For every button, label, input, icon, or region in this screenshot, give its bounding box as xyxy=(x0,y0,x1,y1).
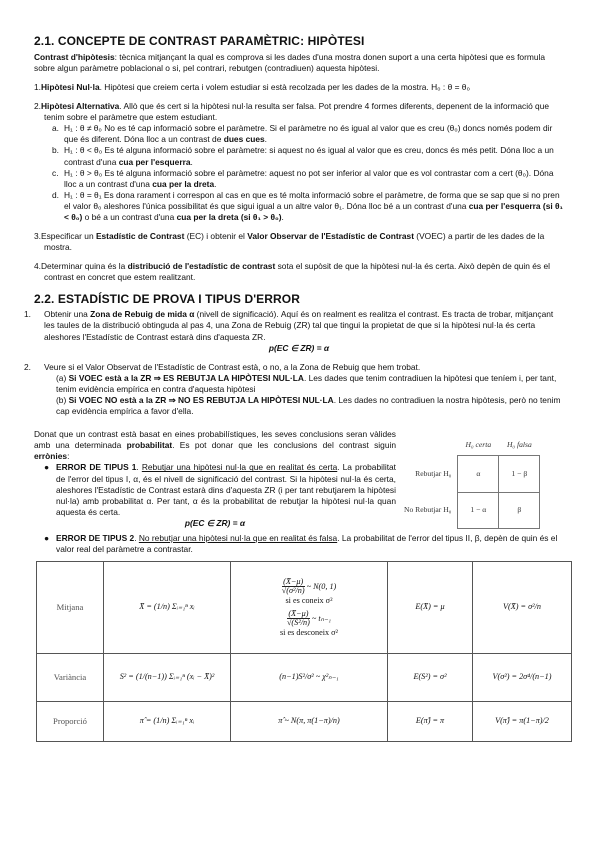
bullet-2: ● xyxy=(44,533,50,544)
error-type-2-text: . La probabilitat de l'error del tipus II, β, depèn de quin és el valor real del paràmetre a contrastar. xyxy=(56,533,558,555)
bullet-1: ● xyxy=(44,462,50,473)
alt-form-d-label: d. xyxy=(52,189,59,200)
col-h0-false: H₀ falsa xyxy=(506,440,532,450)
alt-form-a-bold: dues cues xyxy=(223,134,265,145)
step-2a-bold: Si VOEC està a la ZR ⇒ ES REBUTJA LA HIPÒTESI NUL·LA xyxy=(68,372,304,383)
item-4-post: sota el supòsit de que la hipòtesi nul·la és certa. Això depèn de quin és el contrast en concret que estem realitzant. xyxy=(44,261,550,283)
row-mean-header: Mitjana xyxy=(37,562,104,654)
item-2 xyxy=(34,101,564,123)
error-type-1: ● ERROR DE TIPUS 1. Rebutjar una hipòtesi nul·la que en realitat és certa. La probabilitat de l'error del tipus I, α, és el nivell de significació del contrast. Si la hipòtesi nul·la és certa, aleshores l'Estadístic de Contrast estarà dins d'aquesta ZR (i per tant rebutjarem la hipòtesi nul·la) amb probabilitat α. Per tant, α és la probabilitat de rebutjar la hipòtesi nul·la quan aquesta és certa. xyxy=(44,462,397,517)
alt-form-b-text: H₁ : θ < θ₀ Es té alguna informació sobre el paràmetre: si aquest no és igual al valor que es creu, doncs és més petit. Dóna lloc a un contrast d'una xyxy=(64,145,554,167)
errors-intro-pre: Donat que un contrast està basat en eines probabilístiques, les seves conclusions seran vàlides amb una determinada xyxy=(34,429,396,451)
row-not-reject: No Rebutjar H₀ xyxy=(404,505,452,515)
item-4-number: 4. xyxy=(34,261,41,272)
alt-form-a-label: a. xyxy=(52,123,59,134)
section-title-2-2: 2.2. ESTADÍSTIC DE PROVA I TIPUS D'ERROR xyxy=(34,291,301,306)
error-types-table xyxy=(404,435,540,529)
item-4 xyxy=(34,261,564,283)
item-2-term: Hipòtesi Alternativa xyxy=(41,101,120,112)
error-type-2: ● ERROR DE TIPUS 2. No rebutjar una hipòtesi nul·la que en realitat és falsa. La probabilitat de l'error del tipus II, β, depèn de quin és el valor real del paràmetre a contrastar. xyxy=(44,533,558,555)
variance-distribution: (n−1)S²/σ² ~ χ²ₙ₋₁ xyxy=(231,654,388,702)
error-type-2-title: ERROR DE TIPUS 2 xyxy=(56,533,135,544)
item-3-post: (VOEC) a partir de les dades de la mostra. xyxy=(44,231,545,253)
alt-form-c-bold: cua per la dreta xyxy=(152,178,215,189)
item-3-bold-2: Valor Observar de l'Estadístic de Contrast xyxy=(247,231,414,242)
errors-intro-post: : xyxy=(67,451,70,462)
cell-one-minus-beta: 1 − β xyxy=(499,456,540,492)
mean-definition: X̄ = (1/n) Σᵢ₌₁ⁿ xᵢ xyxy=(104,562,231,654)
item-1-term: Hipòtesi Nul·la xyxy=(41,82,100,93)
alt-form-c-text: H₁ : θ > θ₀ Es té alguna informació sobre el paràmetre: aquest no pot ser inferior al valor que es vol contrastar com a cert (θ₀). Dóna lloc a un contrast d'una xyxy=(64,167,554,189)
definition-paragraph xyxy=(34,52,564,74)
errors-intro-bold-2: errònies xyxy=(34,451,68,462)
alt-form-d-mid: o bé a un contrast d'una xyxy=(82,212,177,223)
col-h0-true: H₀ certa xyxy=(465,440,492,450)
step-2a-label: (a) xyxy=(56,372,67,383)
item-2-text: . Allò que és cert si la hipòtesi nul·la resulta ser falsa. Pot prendre 4 formes diferents, depenent de la informació que tenim sobre el paràmetre que estem estudiant. xyxy=(44,101,550,123)
alt-form-d-text: H₁ : θ = θ₁ Es dona rarament i correspon al cas en que es té molta informació sobre el paràmetre, de forma que se sap que si no pren el valor θ₀ aleshores l'única possibilitat és que sigui igual a un altre valor θ₁. Dóna lloc bé a un contrast d'una xyxy=(64,189,560,211)
cell-one-minus-alpha: 1 − α xyxy=(458,492,499,528)
item-4-bold: distribució de l'estadístic de contrast xyxy=(127,261,276,272)
item-3-pre: Especificar un xyxy=(41,231,96,242)
item-1 xyxy=(34,82,564,93)
item-1-text: . Hipòtesi que creiem certa i volem estudiar si està recolzada per les dades de la mostra. H₀ : θ = θ₀ xyxy=(99,82,470,93)
alt-form-c-label: c. xyxy=(52,167,59,178)
alternative-forms-list xyxy=(34,123,564,223)
alt-form-a-text: H₁ : θ ≠ θ₀ No es té cap informació sobre el paràmetre. Si el paràmetre no és igual al valor que es creu (θ₀) doncs només podem dir que és diferent. Dóna lloc a un contrast de xyxy=(64,123,553,145)
definition-term: Contrast d'hipòtesis xyxy=(34,51,115,62)
errors-block xyxy=(34,429,564,529)
variance-expectation: E(S²) = σ² xyxy=(388,654,473,702)
step-1-post: (nivell de significació). Aquí és on realment es realitza el contrast. Es tracta de trobar, mitjançant les taules de la distribució obtinguda al pas 4, una Zona de Rebuig (ZR) tal que tingui la propietat de que si la hipòtesi nul·la és certa aleshores l'Estadístic de Contrast estarà dins d'aquesta ZR. xyxy=(44,309,554,342)
errors-text-column xyxy=(34,429,396,529)
proportion-distribution: π̂ ~ N(π, π(1−π)/n) xyxy=(231,702,388,742)
document-page xyxy=(24,34,564,742)
item-3 xyxy=(34,231,564,253)
item-3-number: 3. xyxy=(34,231,41,242)
proportion-variance: V(π̂) = π(1−π)/2 xyxy=(473,702,572,742)
step-2b-text: . Les dades no contradiuen la nostra hipòtesis, però no tenim cap evidència empírica a favor d'ella. xyxy=(56,395,561,417)
step-1-formula: p(EC ∈ ZR) = α xyxy=(268,342,330,353)
step-2a xyxy=(34,373,564,395)
mean-known-numerator: (X̄−μ) xyxy=(283,576,304,586)
row-variance-header: Variància xyxy=(37,654,104,702)
proportion-definition: π̂ = (1/n) Σᵢ₌₁ⁿ xᵢ xyxy=(104,702,231,742)
errors-intro xyxy=(34,429,396,462)
step-1-pre: Obtenir una xyxy=(44,309,91,320)
errors-intro-bold-1: probabilitat xyxy=(126,440,173,451)
step-2-text: Veure si el Valor Observat de l'Estadístic de Contrast està, o no, a la Zona de Rebuig que hem trobat. xyxy=(44,361,421,372)
item-2-number: 2. xyxy=(34,101,41,112)
item-1-number: 1. xyxy=(34,82,41,93)
definition-text: : tècnica mitjançant la qual es comprova si les dades d'una mostra donen suport a una certa hipòtesi que es formula sobre algun paràmetre poblacional o si, pel contrari, rebutgen (contradiuen) aquesta hipòtesi. xyxy=(34,51,546,73)
alt-form-c: c. H₁ : θ > θ₀ Es té alguna informació sobre el paràmetre: aquest no pot ser inferior al valor que es vol contrastar com a cert (θ₀). Dóna lloc a un contrast d'una cua per la dreta. xyxy=(52,167,554,189)
step-2b-label: (b) xyxy=(56,395,67,405)
proportion-expectation: E(π̂) = π xyxy=(388,702,473,742)
step-2a-text: . Les dades que tenim contradiuen la hipòtesi que teníem i, per tant, tenim evidència empírica en contra d'aquesta hipòtesi xyxy=(56,372,557,394)
mean-variance: V(X̄) = σ²/n xyxy=(473,562,572,654)
alt-form-d-bold-2: cua per la dreta (si θ₁ > θ₀) xyxy=(176,212,282,223)
step-2 xyxy=(24,361,564,373)
row-reject: Rebutjar H₀ xyxy=(415,469,452,479)
step-2-number: 2. xyxy=(24,361,31,372)
item-3-mid: (EC) i obtenir el xyxy=(184,231,248,242)
mean-unknown-dist: ~ tₙ₋₁ xyxy=(311,613,332,623)
item-3-bold-1: Estadístic de Contrast xyxy=(95,231,185,242)
mean-expectation: E(X̄) = μ xyxy=(388,562,473,654)
alt-form-b-bold: cua per l'esquerra xyxy=(118,156,191,167)
variance-variance: V(σ²) = 2σ⁴/(n−1) xyxy=(473,654,572,702)
error-type-1-title: ERROR DE TIPUS 1 xyxy=(56,462,137,473)
estimators-table xyxy=(36,561,572,742)
mean-known-condition: si es coneix σ² xyxy=(285,595,333,605)
step-1-bold: Zona de Rebuig de mida α xyxy=(90,309,195,320)
mean-unknown-numerator: (X̄−μ) xyxy=(288,608,309,618)
error-type-1-formula: p(EC ∈ ZR) = α xyxy=(184,517,246,528)
mean-distribution xyxy=(231,562,388,654)
error-type-1-underlined: Rebutjar una hipòtesi nul·la que en realitat és certa xyxy=(141,462,338,473)
step-1 xyxy=(24,309,564,342)
step-2b-bold: Si VOEC NO està a la ZR ⇒ NO ES REBUTJA LA HIPÒTESI NUL·LA xyxy=(68,395,334,405)
cell-alpha: α xyxy=(458,456,499,492)
error-type-1-text: . La probabilitat de l'error del tipus I, α, és el nivell de significació del contrast. Si la hipòtesi nul·la és certa, aleshores l'Estadístic de Contrast estarà dins d'aquesta ZR (i per tant rebutjarem la hipòtesi nul·la) amb probabilitat α. Per tant, α és la probabilitat de rebutjar la hipòtesi nul·la quan aquesta és certa. xyxy=(56,462,397,517)
alt-form-d: d. H₁ : θ = θ₁ Es dona rarament i correspon al cas en que es té molta informació sobre el paràmetre, de forma que se sap que si no pren el valor θ₀ aleshores l'única possibilitat és que sigui igual a un altre valor θ₁. Dóna lloc bé a un contrast d'una cua per l'esquerra (si θ₁ < θ₀) o bé a un contrast d'una cua per la dreta (si θ₁ > θ₀). xyxy=(52,189,564,223)
alt-form-a: a. H₁ : θ ≠ θ₀ No es té cap informació sobre el paràmetre. Si el paràmetre no és igual al valor que es creu (θ₀) doncs només podem dir que és diferent. Dóna lloc a un contrast de dues cues. xyxy=(52,123,553,145)
step-1-number: 1. xyxy=(24,309,31,320)
step-2b xyxy=(34,395,564,417)
alt-form-d-bold-1: cua per l'esquerra (si θ₁ < θ₀) xyxy=(64,200,564,223)
mean-known-denominator: √(σ²/n) xyxy=(281,586,305,596)
alt-form-b-label: b. xyxy=(52,145,59,156)
errors-intro-mid: . Es pot donar que les conclusions del contrast siguin xyxy=(172,440,396,451)
row-proportion-header: Proporció xyxy=(37,702,104,742)
alt-form-b: b. H₁ : θ < θ₀ Es té alguna informació sobre el paràmetre: si aquest no és igual al valor que es creu, doncs és més petit. Dóna lloc a un contrast d'una cua per l'esquerra. xyxy=(52,145,554,167)
section-title-2-1: 2.1. CONCEPTE DE CONTRAST PARAMÈTRIC: HIPÒTESI xyxy=(34,34,365,48)
mean-unknown-denominator: √(S²/n) xyxy=(286,618,310,628)
error-type-2-underlined: No rebutjar una hipòtesi nul·la que en realitat és falsa xyxy=(138,533,338,544)
mean-unknown-condition: si es desconeix σ² xyxy=(279,627,339,637)
variance-definition: S² = (1/(n−1)) Σᵢ₌₁ⁿ (xᵢ − X̄)² xyxy=(104,654,231,702)
item-4-pre: Determinar quina és la xyxy=(41,261,128,272)
cell-beta: β xyxy=(499,492,540,528)
mean-known-dist: ~ N(0, 1) xyxy=(306,581,337,591)
